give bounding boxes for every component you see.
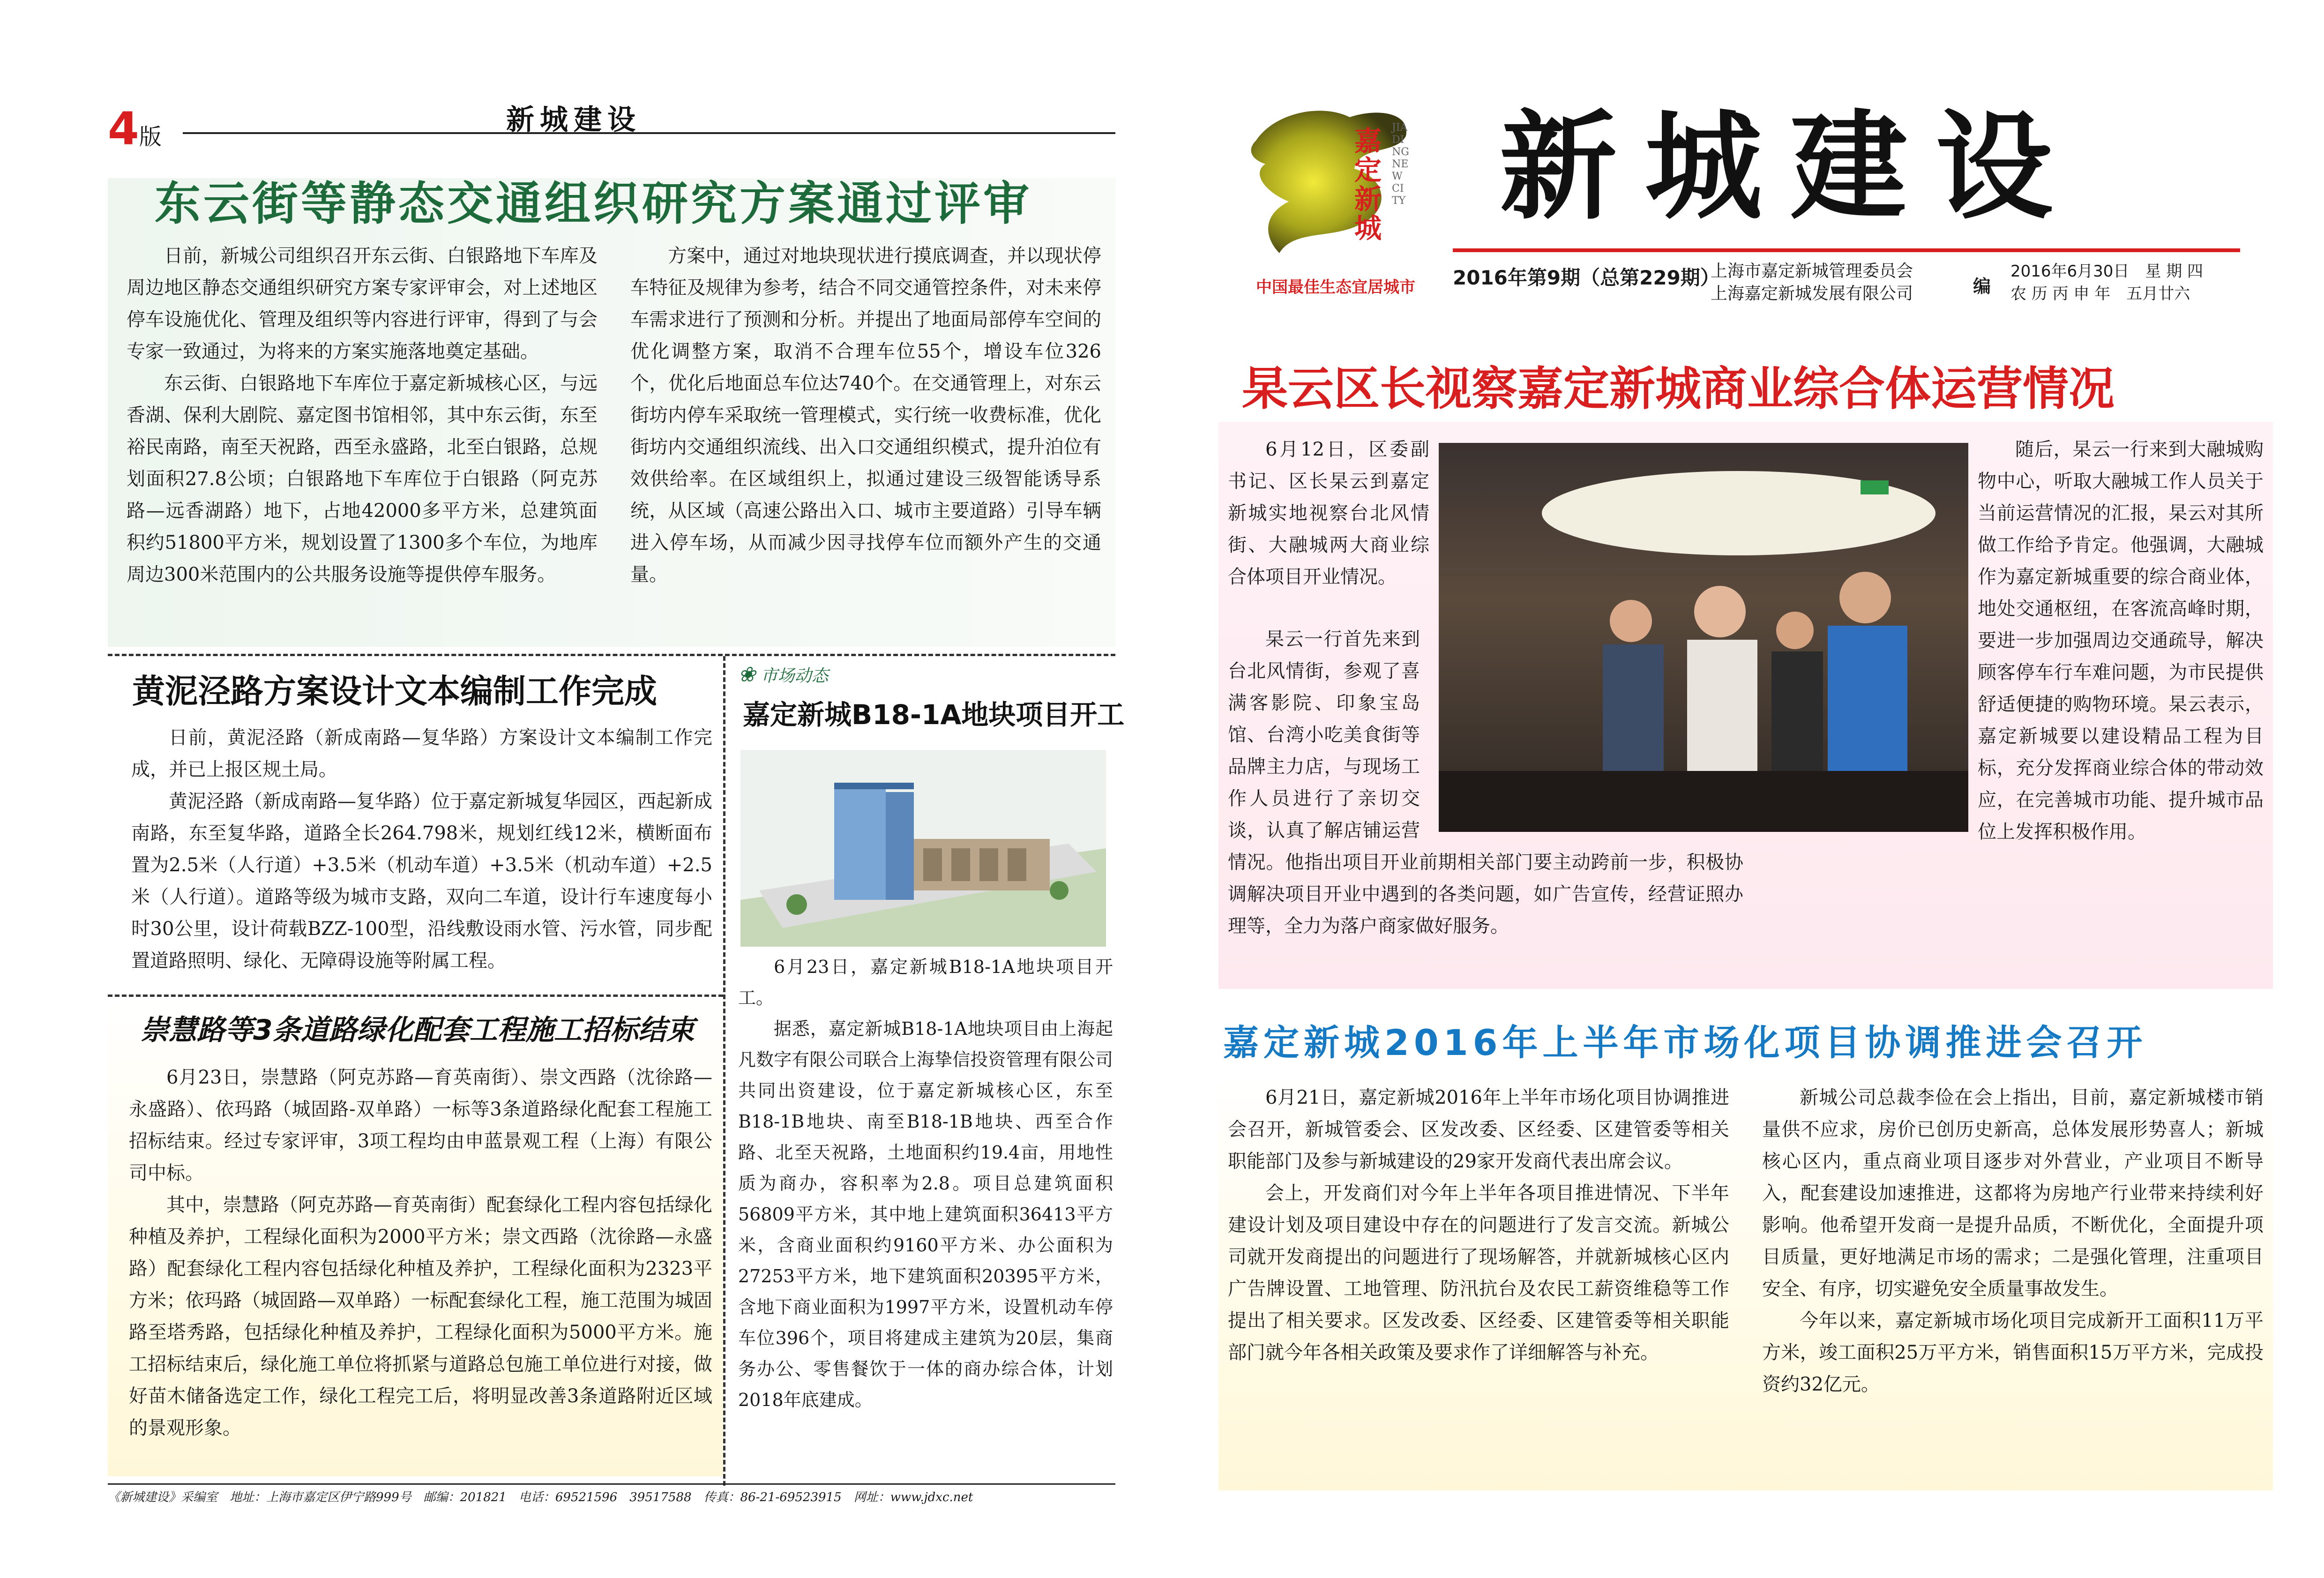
article2-title: 黄泥泾路方案设计文本编制工作完成 — [132, 672, 657, 710]
article3-paragraph: 6月23日，崇慧路（阿克苏路—育英南街）、崇文西路（沈徐路—永盛路）、依玛路（城固路-双单路）一标等3条道路绿化配套工程施工招标结束。经过专家评审，3项工程均由申蓝景观工程（上海）有限公司中标。 — [129, 1067, 712, 1184]
date-line: 农 历 丙 申 年 五月廿六 — [2010, 284, 2190, 303]
masthead-title: 新城建设 — [1500, 97, 2081, 235]
article1-body — [127, 240, 1101, 643]
article3-body — [129, 1062, 712, 1474]
masthead-rule — [1453, 248, 2240, 252]
article4-body — [738, 951, 1113, 1472]
b18-rendering-image — [740, 750, 1106, 947]
logo-side-text: 嘉定新城 — [1354, 125, 1382, 244]
right-page — [1162, 0, 2324, 1578]
leaf-icon: ❀ — [738, 663, 755, 687]
date-block — [2010, 260, 2203, 305]
jiading-new-city-logo — [1237, 84, 1434, 297]
footer-rule — [108, 1483, 1115, 1485]
right-article2-paragraph: 今年以来，嘉定新城市场化项目完成新开工面积11万平方米，竣工面积25万平方米，销售面积15万平方米，完成投资约32亿元。 — [1762, 1310, 2264, 1395]
publisher-line: 上海嘉定新城发展有限公司 — [1711, 284, 1913, 303]
right-article1-title: 杲云区长视察嘉定新城商业综合体运营情况 — [1242, 362, 2115, 416]
article3-paragraph: 其中，崇慧路（阿克苏路—育英南街）配套绿化工程内容包括绿化种植及养护，工程绿化面积为2000平方米；崇文西路（沈徐路—永盛路）配套绿化工程内容包括绿化种植及养护，工程绿化面积为2323平方米；依玛路（城固路—双单路）一标配套绿化工程，施工范围为城固路至塔秀路，包括绿化种植及养护，工程绿化面积为5000平方米。施工招标结束后，绿化施工单位将抓紧与道路总包施工单位进行对接，做好苗木储备选定工作，绿化工程完工后，将明显改善3条道路附近区域的景观形象。 — [129, 1194, 712, 1439]
right-article1-body-left-continued — [1228, 623, 1743, 980]
editor-label: 编 — [1973, 276, 1991, 297]
page-number-suffix: 版 — [139, 124, 162, 150]
publisher-line: 上海市嘉定新城管理委员会 — [1711, 262, 1913, 281]
logo-slogan: 中国最佳生态宜居城市 — [1256, 278, 1415, 297]
article2-paragraph: 日前，黄泥泾路（新成南路—复华路）方案设计文本编制工作完成，并已上报区规土局。 — [131, 727, 712, 780]
article3-title: 崇慧路等3条道路绿化配套工程施工招标结束 — [141, 1014, 695, 1047]
photo-wrap-spacer — [1748, 434, 1978, 827]
right-article2-paragraph: 新城公司总裁李俭在会上指出，目前，嘉定新城楼市销量供不应求，房价已创历史新高，总体发展形势喜人；新城核心区内，重点商业项目逐步对外营业，产业项目不断导入，配套建设加速推进，这都将为房地产行业带来持续利好影响。他希望开发商一是提升品质，不断优化，全面提升项目质量，更好地满足市场的需求；二是强化管理，注重项目安全、有序，切实避免安全质量事故发生。 — [1762, 1087, 2264, 1300]
date-line: 2016年6月30日 星 期 四 — [2010, 262, 2204, 281]
article1-paragraph: 东云街、白银路地下车库位于嘉定新城核心区，与远香湖、保利大剧院、嘉定图书馆相邻，其中东云街，东至裕民南路，南至天祝路，西至永盛路，北至白银路，总规划面积27.8公顷；白银路地下车库位于白银路（阿克苏路—远香湖路）地下，占地42000多平方米，总建筑面积约51800平方米，规划设置了1300多个车位，为地库周边300米范围内的公共服务设施等提供停车服务。 — [127, 373, 598, 585]
header-rule — [183, 132, 1115, 134]
publisher-block — [1711, 260, 1913, 305]
article1-title: 东云街等静态交通组织研究方案通过评审 — [155, 177, 1032, 231]
page-number — [108, 105, 162, 160]
article4-kicker-text: 市场动态 — [761, 666, 829, 686]
right-article2-body — [1228, 1082, 2264, 1489]
article4-paragraph: 据悉，嘉定新城B18-1A地块项目由上海起凡数字有限公司联合上海挚信投资管理有限公司共同出资建设，位于嘉定新城核心区，东至B18-1B地块、南至B18-1B地块、西至合作路、北至天祝路，土地面积约19.4亩，用地性质为商办，容积率为2.8。项目总建筑面积56809平方米，其中地上建筑面积36413平方米，含商业面积约9160平方米、办公面积为27253平方米，地下建筑面积20395平方米，含地下商业面积为1997平方米，设置机动车停车位396个，项目将建成主建筑为20层，集商务办公、零售餐饮于一体的商办综合体，计划2018年底建成。 — [738, 1018, 1113, 1410]
article4-paragraph: 6月23日，嘉定新城B18-1A地块项目开工。 — [738, 957, 1113, 1008]
article2-paragraph: 黄泥泾路（新成南路—复华路）位于嘉定新城复华园区，西起新成南路，东至复华路，道路全长264.798米，规划红线12米，横断面布置为2.5米（人行道）+3.5米（机动车道）+3.5米（机动车道）+2.5米（人行道）。道路等级为城市支路，双向二车道，设计行车速度每小时30公里，设计荷载BZZ-100型，沿线敷设雨水管、污水管，同步配置道路照明、绿化、无障碍设施等附属工程。 — [131, 791, 712, 972]
right-article2-paragraph: 6月21日，嘉定新城2016年上半年市场化项目协调推进会召开，新城管委会、区发改委、区经委、区建管委等相关职能部门及参与新城建设的29家开发商代表出席会议。 — [1228, 1087, 1729, 1172]
right-article1-paragraph: 6月12日，区委副书记、区长杲云到嘉定新城实地视察台北风情街、大融城两大商业综合体项目开业情况。 — [1228, 439, 1429, 588]
photo-wrap-spacer — [1420, 623, 1743, 834]
page-number-digit: 4 — [108, 103, 139, 155]
right-article1-paragraph: 杲云一行首先来到台北风情街，参观了喜满客影院、印象宝岛馆、台湾小吃美食街等品牌主力店，与现场工作人员进行了亲切交谈，认真了解店铺运营情况。他指出项目开业前期相关部门要主动跨前一步，积极协调解决项目开业中遇到的各类问题，如广告宣传，经营证照办理等，全力为落户商家做好服务。 — [1228, 628, 1743, 937]
article2-body — [131, 722, 712, 984]
divider-v1 — [723, 656, 725, 1486]
article4-kicker — [738, 663, 828, 688]
right-article1-body-right — [1748, 434, 2264, 982]
article1-paragraph: 方案中，通过对地块现状进行摸底调查，并以现状停车特征及规律为参考，结合不同交通管控条件，对未来停车需求进行了预测和分析。并提出了地面局部停车空间的优化调整方案，取消不合理车位55个，增设车位326个，优化后地面总车位达740个。在交通管理上，对东云街坊内停车采取统一管理模式，实行统一收费标准，优化街坊内交通组织流线、出入口交通组织模式，提升泊位有效供给率。在区域组织上，拟通过建设三级智能诱导系统，从区域（高速公路出入口、城市主要道路）引导车辆进入停车场，从而减少因寻找停车位而额外产生的交通量。 — [630, 245, 1101, 585]
divider-h1 — [108, 654, 1115, 656]
left-header-title: 新城建设 — [506, 104, 641, 136]
issue-number: 2016年第9期（总第229期） — [1453, 266, 1720, 289]
right-article2-title: 嘉定新城2016年上半年市场化项目协调推进会召开 — [1223, 1022, 2147, 1063]
left-footer: 《新城建设》采编室 地址：上海市嘉定区伊宁路999号 邮编：201821 电话：69521596 39517588 传真：86-21-69523915 网址：www.jdxc.net — [108, 1490, 973, 1504]
building-rendering-icon — [740, 750, 1106, 947]
logo-pinyin: JIADING NEW CITY — [1392, 122, 1409, 207]
article4-title: 嘉定新城B18-1A地块项目开工 — [743, 699, 1125, 731]
article1-paragraph: 日前，新城公司组织召开东云街、白银路地下车库及周边地区静态交通组织研究方案专家评审会，对上述地区停车设施优化、管理及组织等内容进行评审，得到了与会专家一致通过，为将来的方案实施落地奠定基础。 — [127, 245, 598, 362]
right-article2-paragraph: 会上，开发商们对今年上半年各项目推进情况、下半年建设计划及项目建设中存在的问题进行了发言交流。新城公司就开发商提出的问题进行了现场解答，并就新城核心区内广告牌设置、工地管理、防汛抗台及农民工薪资维稳等工作提出了相关要求。区发改委、区经委、区建管委等相关职能部门就今年各相关政策及要求作了详细解答与补充。 — [1228, 1182, 1729, 1363]
right-article1-paragraph: 随后，杲云一行来到大融城购物中心，听取大融城工作人员关于当前运营情况的汇报，杲云对其所做工作给予肯定。他强调，大融城作为嘉定新城重要的综合商业体，地处交通枢纽，在客流高峰时期，要进一步加强周边交通疏导，解决顾客停车行车难问题，为市民提供舒适便捷的购物环境。杲云表示，嘉定新城要以建设精品工程为目标，充分发挥商业综合体的带动效应，在完善城市功能、提升城市品位上发挥积极作用。 — [1978, 439, 2264, 843]
divider-h2 — [108, 995, 723, 997]
